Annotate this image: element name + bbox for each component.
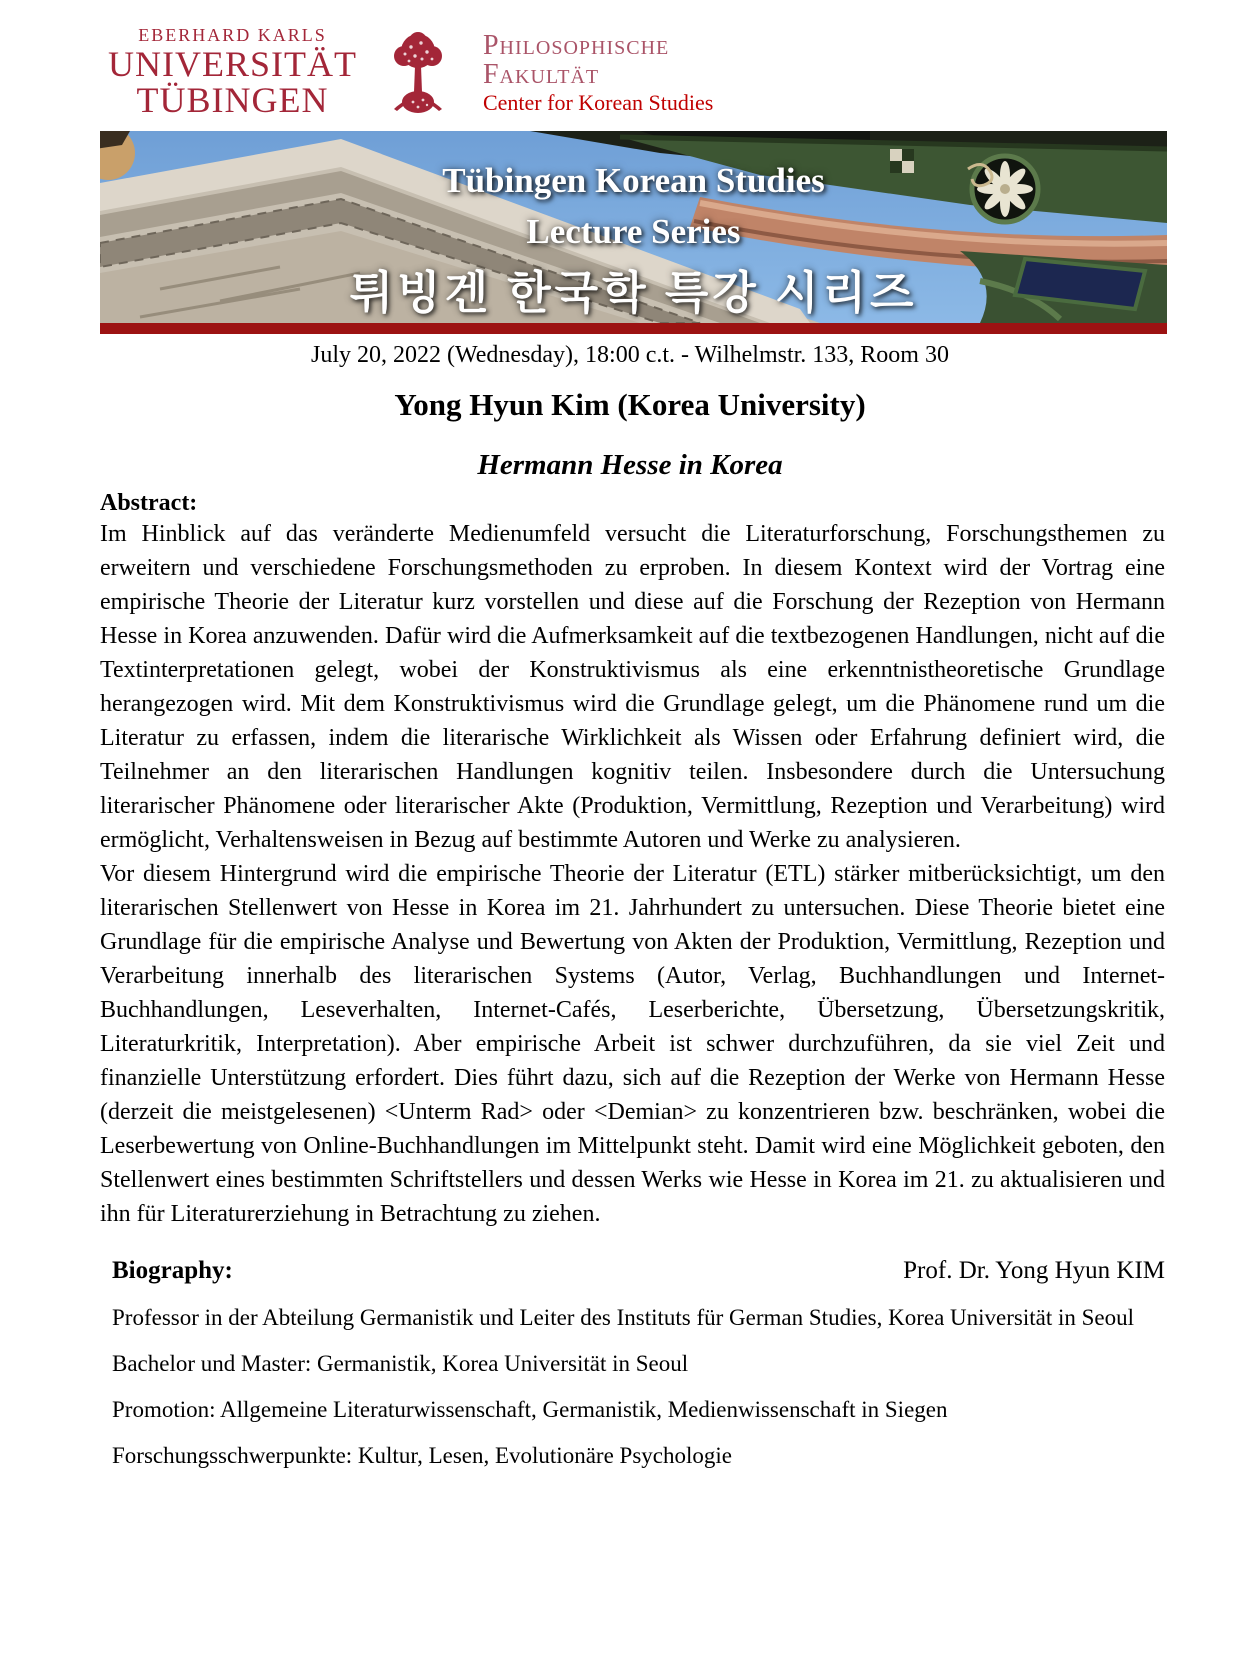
biography-line: Forschungsschwerpunkte: Kultur, Lesen, Evolutionäre Psychologie xyxy=(112,1443,732,1468)
abstract-section xyxy=(100,490,1165,1231)
faculty-block xyxy=(483,31,713,115)
banner-photo xyxy=(100,131,1167,323)
banner-series-line1: Tübingen Korean Studies xyxy=(442,161,825,200)
abstract-paragraph-1: Im Hinblick auf das veränderte Medienumfeld versucht die Literaturforschung, Forschungsthemen zu erweitern und verschiedene Forschungsmethoden zu erproben. In diesem Kontext wird der Vortrag eine empirische Theorie der Literatur kurz vorstellen und diese auf die Forschung der Rezeption von Hermann Hesse in Korea anzuwenden. Dafür wird die Aufmerksamkeit auf die textbezogenen Handlungen, nicht auf die Textinterpretationen gelegt, wobei der Konstruktivismus als eine erkenntnistheoretische Grundlage herangezogen wird. Mit dem Konstruktivismus wird die Grundlage gelegt, um die Phänomene rund um die Literatur zu erfassen, indem die literarische Wirklichkeit als Wissen oder Erfahrung definiert wird, die Teilnehmer an den literarischen Handlungen kognitiv teilen. Insbesondere durch die Untersuchung literarischer Phänomene oder literarischer Akte (Produktion, Vermittlung, Rezeption und Verarbeitung) wird ermöglicht, Verhaltensweisen in Bezug auf bestimmte Autoren und Werke zu analysieren. xyxy=(100,521,1165,853)
university-eyebrow: EBERHARD KARLS xyxy=(138,25,327,45)
abstract-paragraph-2: Vor diesem Hintergrund wird die empirische Theorie der Literatur (ETL) stärker mitberücksichtigt, um den literarischen Stellenwert von Hesse in Korea im 21. Jahrhundert zu untersuchen. Diese Theorie bietet eine Grundlage für die empirische Analyse und Bewertung von Akten der Produktion, Vermittlung, Rezeption und Verarbeitung innerhalb des literarischen Systems (Autor, Verlag, Buchhandlungen und Internet-Buchhandlungen, Leseverhalten, Internet-Cafés, Leserberichte, Übersetzung, Übersetzungskritik, Literaturkritik, Interpretation). Aber empirische Arbeit ist schwer durchzuführen, da sie viel Zeit und finanzielle Unterstützung erfordert. Dies führt dazu, sich auf die Rezeption der Werke von Hermann Hesse (derzeit die meistgelesenen) <Unterm Rad> oder <Demian> zu konzentrieren bzw. beschränken, wobei die Leserbewertung von Online-Buchhandlungen im Mittelpunkt steht. Damit wird eine Möglichkeit geboten, den Stellenwert eines bestimmten Schriftstellers und dessen Werks wie Hesse in Korea im 21. zu aktualisieren und ihn für Literaturerziehung in Betrachtung zu ziehen. xyxy=(100,861,1165,1227)
university-name-line2: TÜBINGEN xyxy=(136,80,329,120)
talk-title: Hermann Hesse in Korea xyxy=(477,449,783,481)
faculty-line1: Philosophische xyxy=(482,30,670,61)
banner-series-line2: Lecture Series xyxy=(526,212,741,251)
abstract-label: Abstract: xyxy=(100,490,198,516)
university-header xyxy=(108,26,1260,123)
center-for-korean-studies: Center for Korean Studies xyxy=(482,90,714,116)
tuebingen-tree-logo-icon xyxy=(391,32,445,123)
speaker-name: Yong Hyun Kim (Korea University) xyxy=(394,387,866,422)
biography-line: Professor in der Abteilung Germanistik und Leiter des Instituts für German Studies, Korea Universität in Seoul xyxy=(112,1305,1135,1330)
biography-label: Biography: xyxy=(112,1257,233,1284)
biography-body xyxy=(112,1295,1165,1479)
faculty-line2: Fakultät xyxy=(482,59,600,91)
banner-series-korean: 튀빙겐 한국학 특강 시리즈 xyxy=(349,268,918,318)
biography-header xyxy=(112,1257,1165,1285)
biography-line: Promotion: Allgemeine Literaturwissenschaft, Germanistik, Medienwissenschaft in Siegen xyxy=(112,1397,948,1422)
biography-section xyxy=(112,1257,1165,1479)
university-wordmark xyxy=(108,26,357,118)
university-name-line1: UNIVERSITÄT xyxy=(108,44,357,84)
banner xyxy=(100,131,1167,334)
banner-red-bar xyxy=(100,323,1167,334)
biography-professor-name: Prof. Dr. Yong Hyun KIM xyxy=(903,1257,1165,1284)
event-dateline: July 20, 2022 (Wednesday), 18:00 c.t. - Wilhelmstr. 133, Room 30 xyxy=(311,342,949,368)
biography-line: Bachelor und Master: Germanistik, Korea Universität in Seoul xyxy=(112,1351,689,1376)
